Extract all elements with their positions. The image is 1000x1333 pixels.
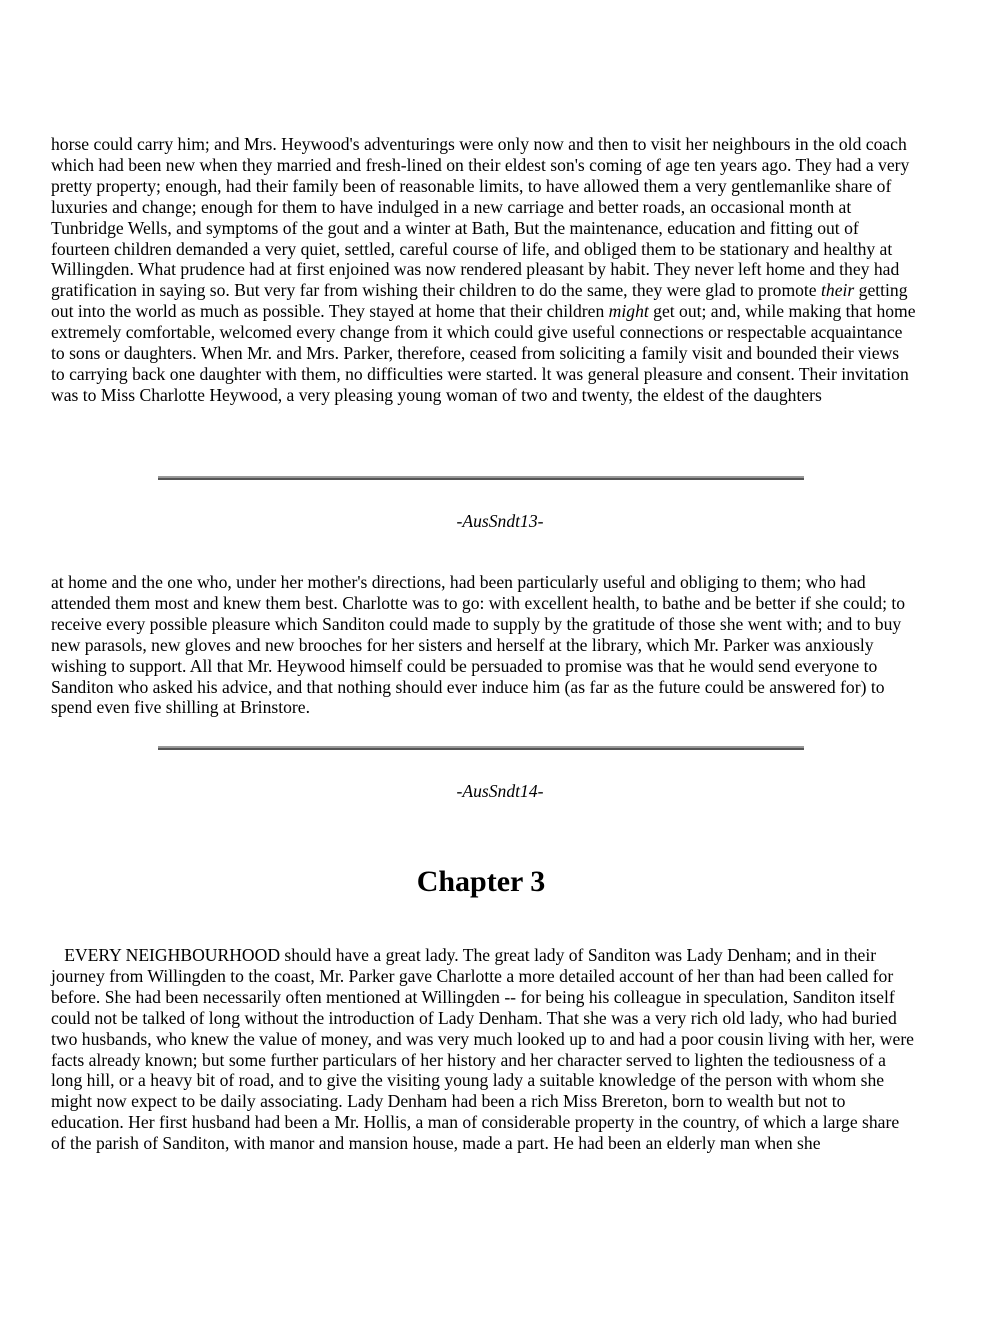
paragraph: at home and the one who, under her mother's directions, had been particularly useful and obliging to them; who had attended them most and knew them best. Charlotte was to go: with excellent health, to bathe and be better if she could; to receive every possible pleasure which Sanditon could made to supply by the gratitude of those she went with; and to buy new parasols, new gloves and new brooches for her sisters and herself at the library, which Mr. Parker was anxiously wishing to support. All that Mr. Heywood himself could be persuaded to promise was that he would send everyone to Sanditon who asked his advice, and that nothing should ever induce him (as far as the future could be answered for) to spend even five shilling at Brinstore.	[51, 572, 906, 718]
paragraph-text: get out; and, while making that home extremely comfortable, welcomed every change from it which could give useful connections or respectable acquaintance to sons or daughters. When Mr. and Mrs. Parker, therefore, ceased from soliciting a family visit and bounded their views to carrying back one daughter with them, no difficulties were started. lt was general pleasure and consent. Their invitation was to Miss Charlotte Heywood, a very pleasing young woman of two and twenty, the eldest of the daughters	[51, 301, 916, 405]
emphasized-word: might	[608, 301, 649, 322]
chapter-heading: Chapter 3	[416, 865, 546, 898]
horizontal-rule	[158, 476, 804, 480]
paragraph: EVERY NEIGHBOURHOOD should have a great lady. The great lady of Sanditon was Lady Denham; and in their journey from Willingden to the coast, Mr. Parker gave Charlotte a more detailed account of her than had been called for before. She had been necessarily often mentioned at Willingden -- for being his colleague in speculation, Sanditon itself could not be talked of long without the introduction of Lady Denham. That she was a very rich old lady, who had buried two husbands, who knew the value of money, and was very much looked up to and had a poor cousin living with her, were facts already known; but some further particulars of her history and her character served to lighten the tediousness of a long hill, or a heavy bit of road, and to give the visiting young lady a suitable knowledge of the person with whom she might now expect to be daily associating. Lady Denham had been a rich Miss Brereton, born to wealth but not to education. Her first husband had been a Mr. Hollis, a man of considerable property in the country, of which a large share of the parish of Sanditon, with manor and mansion house, made a part. He had been an elderly man when she	[51, 945, 914, 1154]
emphasized-word: their	[821, 280, 855, 301]
paragraph-text: horse could carry him; and Mrs. Heywood's adventurings were only now and then to visit her neighbours in the old coach which had been new when they married and fresh-lined on their eldest son's coming of age ten years ago. They had a very pretty property; enough, had their family been of reasonable limits, to have allowed them a very gentlemanlike share of luxuries and change; enough for them to have indulged in a new carriage and better roads, an occasional month at Tunbridge Wells, and symptoms of the gout and a winter at Bath, But the maintenance, education and fitting out of fourteen children demanded a very quiet, settled, careful course of life, and obliged them to be stationary and healthy at Willingden. What prudence had at first enjoined was now rendered pleasant by habit. They never left home and they had gratification in saying so. But very far from wishing their children to do the same, they were glad to promote	[51, 134, 910, 301]
page-marker: -AusSndt14-	[456, 781, 544, 801]
horizontal-rule	[158, 746, 804, 750]
page-marker: -AusSndt13-	[456, 511, 544, 531]
paragraph-continuation	[51, 134, 916, 406]
paragraph-text: getting out into the world as much as possible. They stayed at home that their children	[51, 280, 908, 322]
